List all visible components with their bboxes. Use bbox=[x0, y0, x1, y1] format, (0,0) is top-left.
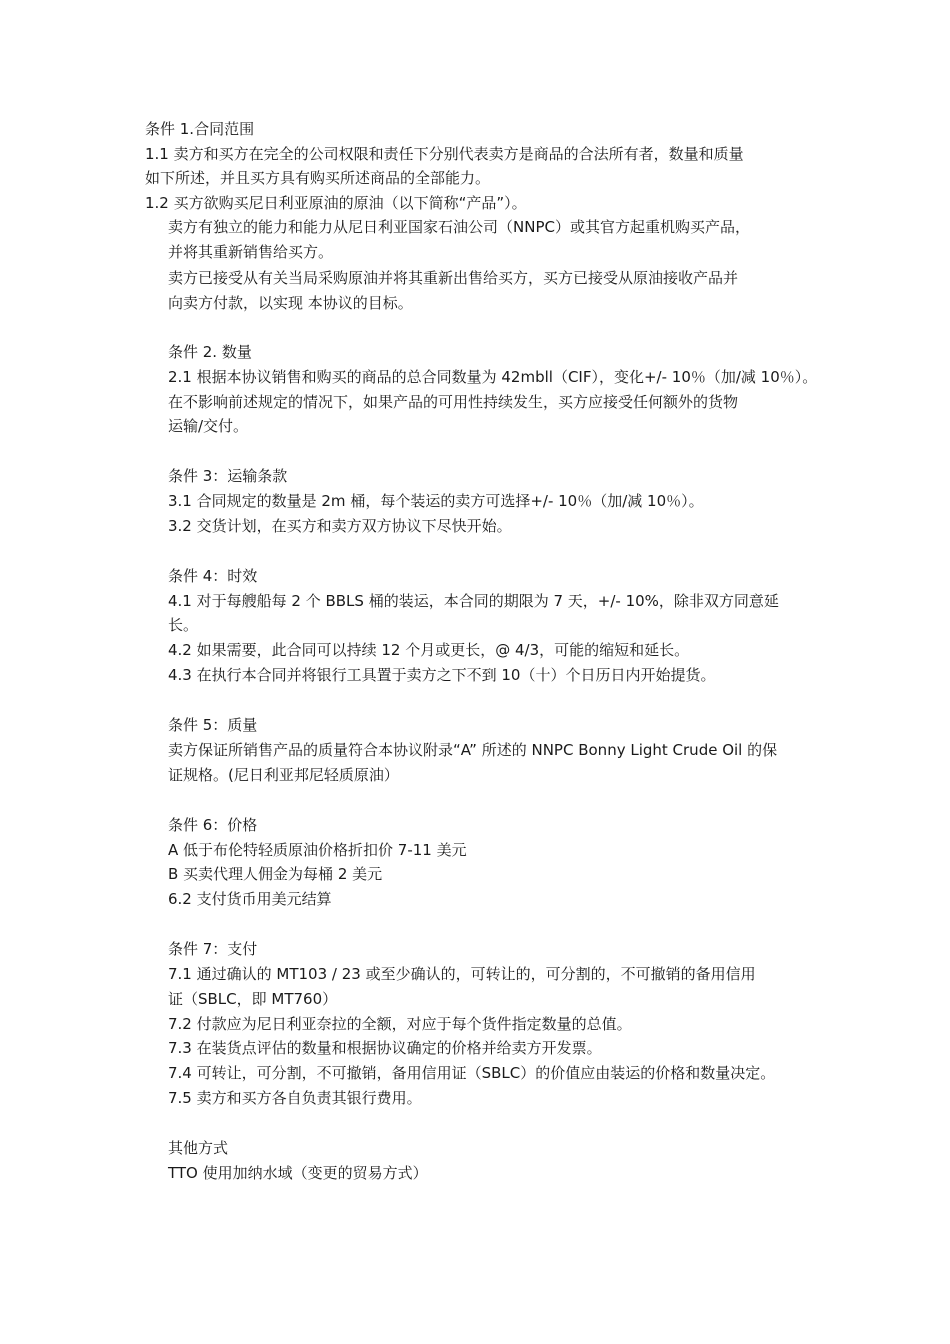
clause-5-text-cont: 证规格。(尼日利亚邦尼轻质原油） bbox=[168, 766, 399, 784]
clause-3-2-text: 3.2 交货计划，在买方和卖方双方协议下尽快开始。 bbox=[168, 517, 512, 535]
clause-7-3-text: 7.3 在装货点评估的数量和根据协议确定的价格并给卖方开发票。 bbox=[168, 1039, 602, 1057]
clause-3-1-text: 3.1 合同规定的数量是 2m 桶，每个装运的卖方可选择+/- 10％（加/减 10％）。 bbox=[168, 492, 704, 510]
other-methods-heading: 其他方式 bbox=[168, 1139, 229, 1157]
clause-6-b-text: B 买卖代理人佣金为每桶 2 美元 bbox=[168, 865, 383, 883]
clause-4-3-text: 4.3 在执行本合同并将银行工具置于卖方之下不到 10（十）个日历日内开始提货。 bbox=[168, 666, 716, 684]
clause-5-text: 卖方保证所销售产品的质量符合本协议附录“A” 所述的 NNPC Bonny Light Crude Oil 的保 bbox=[168, 741, 778, 759]
clause-7-5-text: 7.5 卖方和买方各自负责其银行费用。 bbox=[168, 1089, 422, 1107]
clause-4-heading: 条件 4：时效 bbox=[168, 567, 258, 585]
clause-4-1-text: 4.1 对于每艘船每 2 个 BBLS 桶的装运，本合同的期限为 7 天，+/- 10%，除非双方同意延 bbox=[168, 592, 779, 610]
clause-7-1-text-cont: 证（SBLC，即 MT760） bbox=[168, 990, 338, 1008]
clause-7-2-text: 7.2 付款应为尼日利亚奈拉的全额，对应于每个货件指定数量的总值。 bbox=[168, 1015, 632, 1033]
clause-6-a-text: A 低于布伦特轻质原油价格折扣价 7-11 美元 bbox=[168, 841, 467, 859]
clause-2-heading: 条件 2. 数量 bbox=[168, 343, 252, 361]
clause-1-2-text: 1.2 买方欲购买尼日利亚原油的原油（以下简称“产品”）。 bbox=[145, 194, 527, 212]
clause-7-4-text: 7.4 可转让，可分割，不可撤销，备用信用证（SBLC）的价值应由装运的价格和数量决定。 bbox=[168, 1064, 776, 1082]
clause-1-2-para-1: 卖方有独立的能力和能力从尼日利亚国家石油公司（NNPC）或其官方起重机购买产品， bbox=[168, 218, 750, 236]
clause-5-heading: 条件 5：质量 bbox=[168, 716, 258, 734]
clause-4-2-text: 4.2 如果需要，此合同可以持续 12 个月或更长，@ 4/3，可能的缩短和延长。 bbox=[168, 641, 690, 659]
clause-7-1-text: 7.1 通过确认的 MT103 / 23 或至少确认的，可转让的，可分割的，不可撤销的备用信用 bbox=[168, 965, 756, 983]
clause-1-2-para-2: 卖方已接受从有关当局采购原油并将其重新出售给买方，买方已接受从原油接收产品并 bbox=[168, 269, 739, 287]
clause-2-1-text-cont-2: 运输/交付。 bbox=[168, 417, 249, 435]
other-methods-text: TTO 使用加纳水域（变更的贸易方式） bbox=[168, 1164, 428, 1182]
clause-3-heading: 条件 3：运输条款 bbox=[168, 467, 288, 485]
clause-1-heading: 条件 1.合同范围 bbox=[145, 120, 255, 138]
clause-6-heading: 条件 6：价格 bbox=[168, 816, 258, 834]
clause-2-1-text-cont: 在不影响前述规定的情况下，如果产品的可用性持续发生，买方应接受任何额外的货物 bbox=[168, 393, 739, 411]
clause-2-1-text: 2.1 根据本协议销售和购买的商品的总合同数量为 42mbll（CIF），变化+/- 10％（加/减 10％）。 bbox=[168, 368, 818, 386]
clause-6-2-text: 6.2 支付货币用美元结算 bbox=[168, 890, 332, 908]
clause-1-2-para-1-cont: 并将其重新销售给买方。 bbox=[168, 243, 334, 261]
clause-4-1-text-cont: 长。 bbox=[168, 616, 199, 634]
clause-1-1-text: 1.1 卖方和买方在完全的公司权限和责任下分别代表卖方是商品的合法所有者，数量和质量 bbox=[145, 145, 744, 163]
clause-1-1-text-cont: 如下所述，并且买方具有购买所述商品的全部能力。 bbox=[145, 169, 491, 187]
clause-7-heading: 条件 7：支付 bbox=[168, 940, 258, 958]
clause-1-2-para-2-cont: 向卖方付款，以实现 本协议的目标。 bbox=[168, 294, 413, 312]
